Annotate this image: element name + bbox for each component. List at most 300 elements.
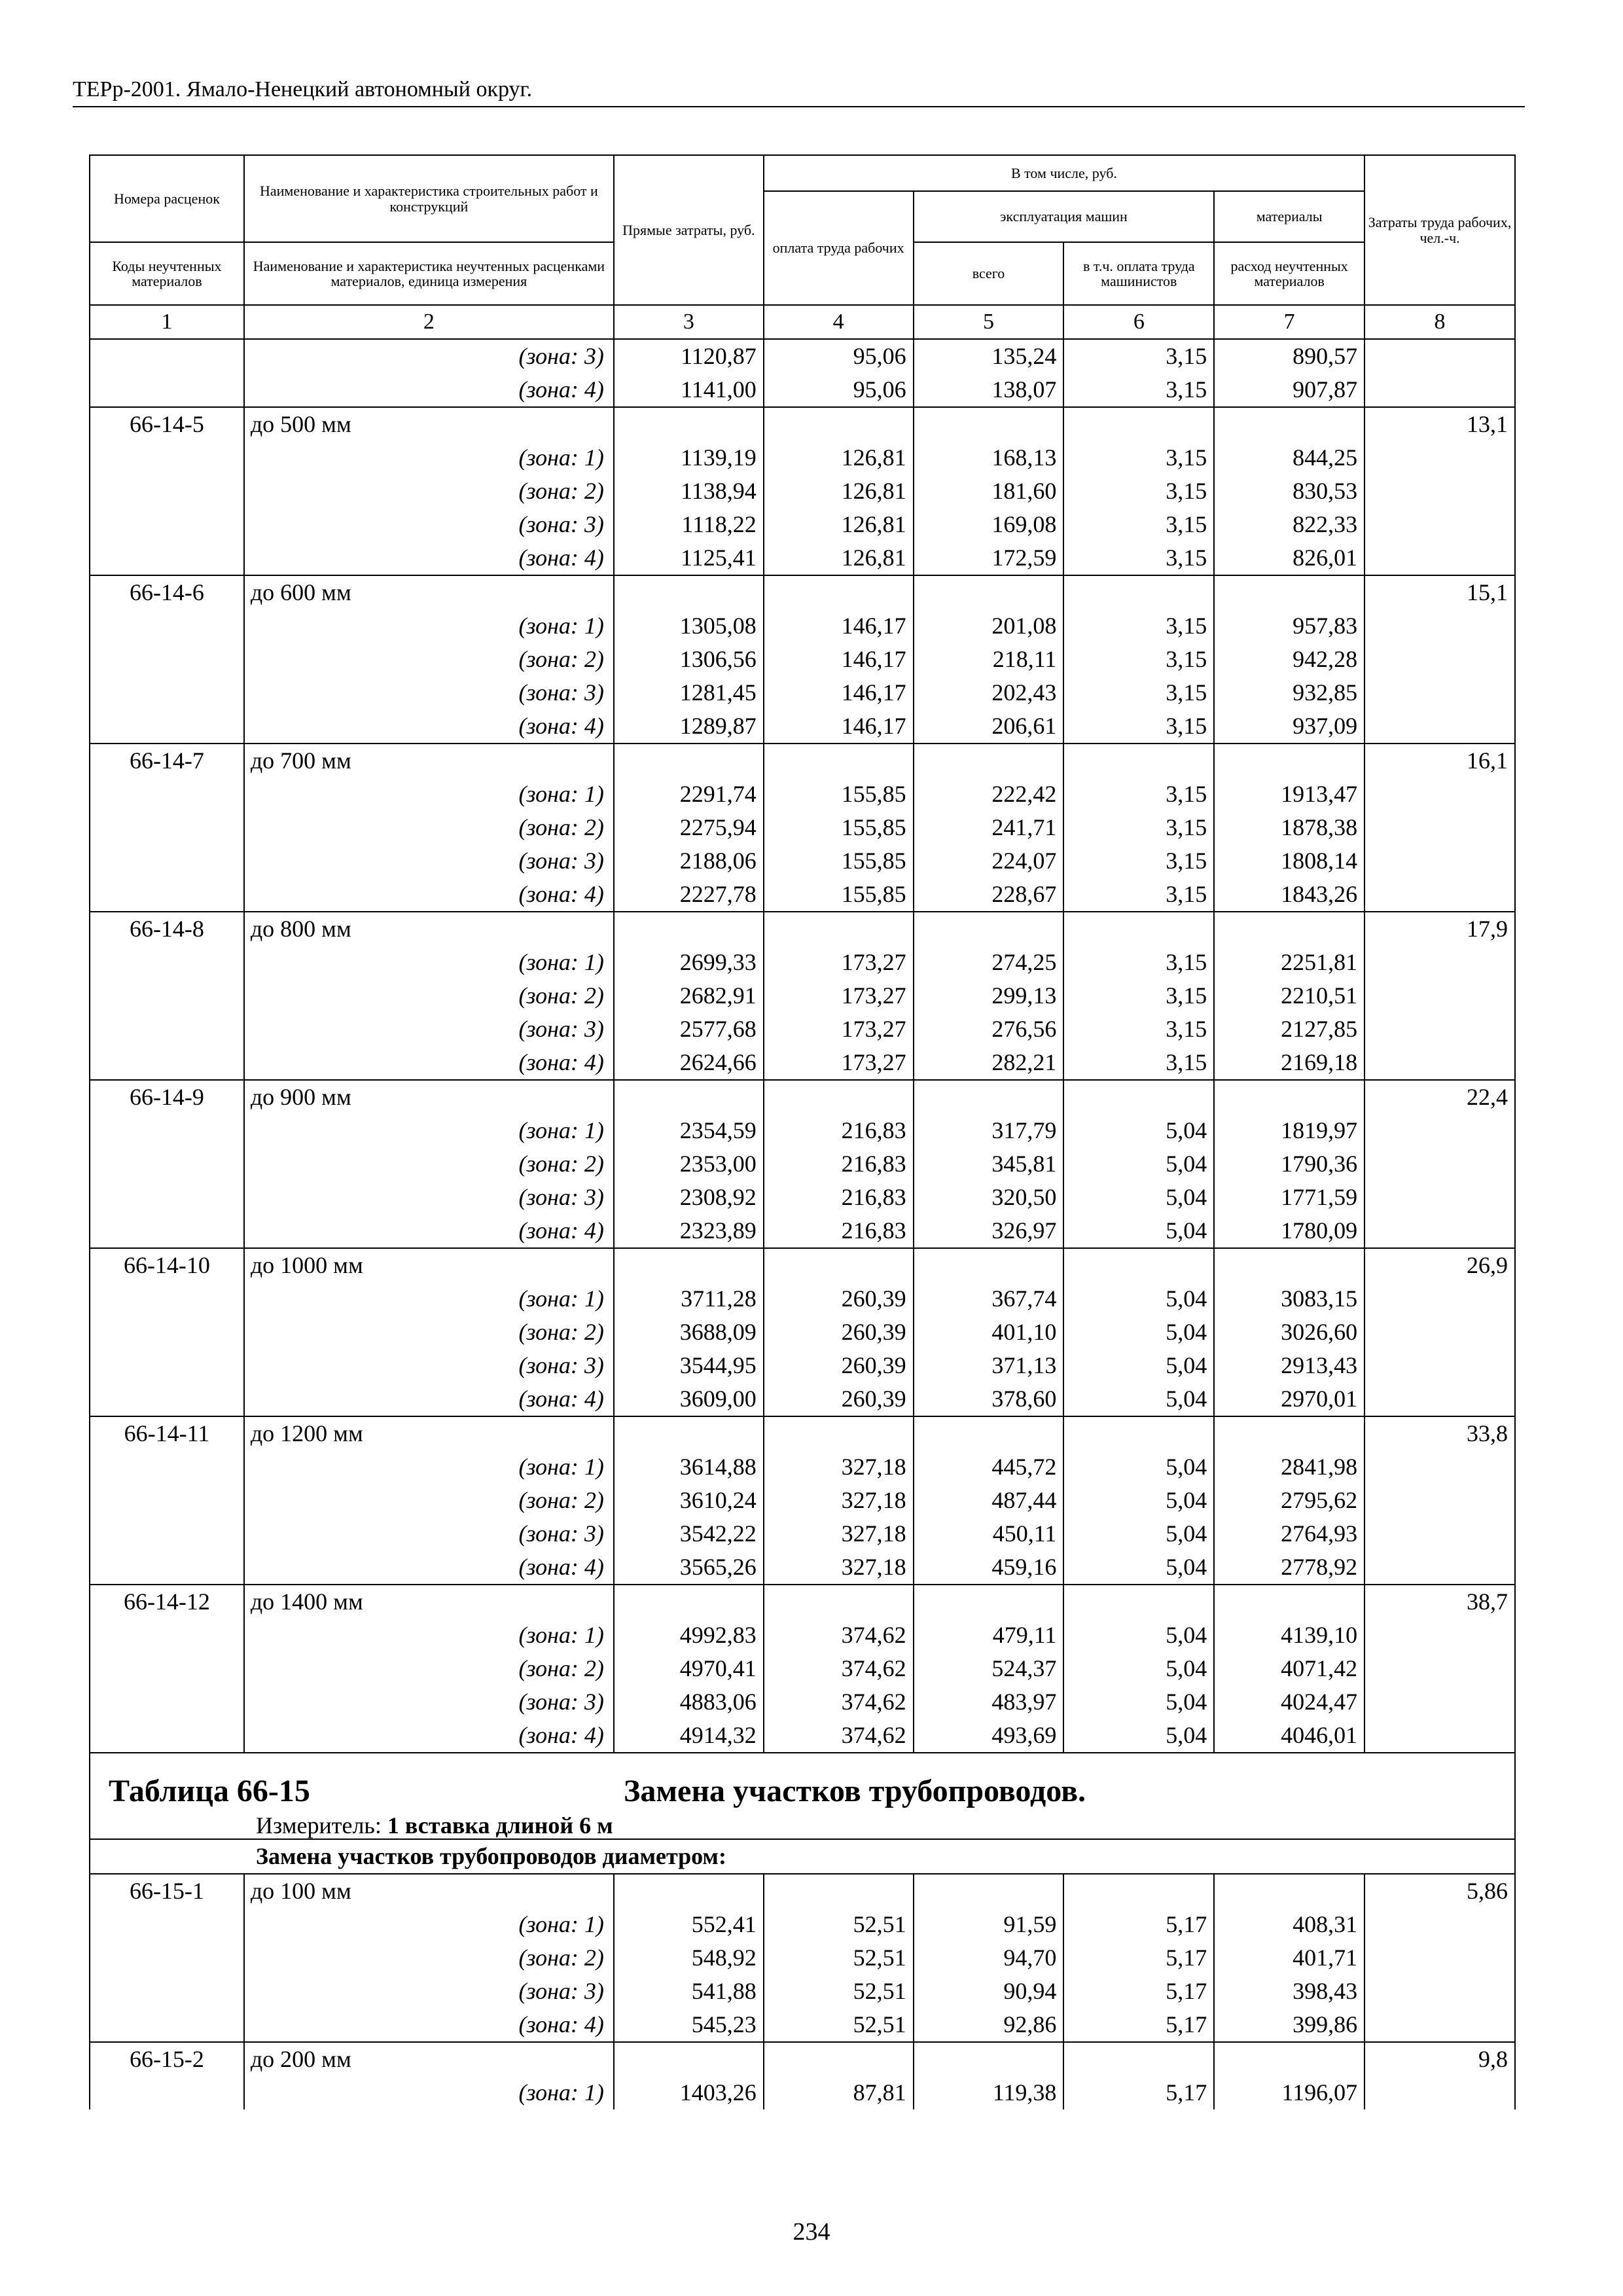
table-row bbox=[90, 1316, 1515, 1349]
materials-cost: 398,43 bbox=[1214, 1975, 1364, 2008]
labor-cell bbox=[1364, 1719, 1515, 1753]
materials-cost: 1843,26 bbox=[1214, 878, 1364, 912]
labor-cell bbox=[1364, 1316, 1515, 1349]
machinists-wages: 5,04 bbox=[1063, 1316, 1214, 1349]
materials-cost: 2169,18 bbox=[1214, 1046, 1364, 1080]
empty-cell bbox=[1214, 575, 1364, 609]
machines-cost: 94,70 bbox=[914, 1941, 1064, 1975]
empty-cell bbox=[614, 744, 764, 778]
zone-label: (зона: 4) bbox=[244, 2008, 614, 2042]
machines-cost: 282,21 bbox=[914, 1046, 1064, 1080]
rate-name: до 900 мм bbox=[244, 1080, 614, 1114]
machines-cost: 138,07 bbox=[914, 373, 1064, 407]
rate-group-row bbox=[90, 2042, 1515, 2076]
direct-cost: 3565,26 bbox=[614, 1551, 764, 1585]
rate-name: до 200 мм bbox=[244, 2042, 614, 2076]
table-row bbox=[90, 946, 1515, 979]
table-row bbox=[90, 979, 1515, 1013]
machinists-wages: 3,15 bbox=[1063, 811, 1214, 844]
code-cell bbox=[90, 1147, 244, 1181]
labor-cell bbox=[1364, 441, 1515, 475]
empty-cell bbox=[1063, 1416, 1214, 1450]
wages-cost: 146,17 bbox=[764, 709, 914, 744]
wages-cost: 52,51 bbox=[764, 1975, 914, 2008]
machines-cost: 119,38 bbox=[914, 2076, 1064, 2109]
code-cell bbox=[90, 1181, 244, 1214]
empty-cell bbox=[614, 2042, 764, 2076]
code-cell bbox=[90, 1975, 244, 2008]
machinists-wages: 3,15 bbox=[1063, 709, 1214, 744]
materials-cost: 399,86 bbox=[1214, 2008, 1364, 2042]
wages-cost: 146,17 bbox=[764, 676, 914, 709]
table-row bbox=[90, 1147, 1515, 1181]
machines-cost: 371,13 bbox=[914, 1349, 1064, 1382]
direct-cost: 2275,94 bbox=[614, 811, 764, 844]
labor-cell bbox=[1364, 1908, 1515, 1941]
code-cell bbox=[90, 1316, 244, 1349]
col-number: 5 bbox=[914, 305, 1064, 339]
labor-cell bbox=[1364, 1619, 1515, 1652]
zone-label: (зона: 4) bbox=[244, 373, 614, 407]
col-name-bottom: Наименование и характеристика неучтенных расценками материалов, единица измерения bbox=[244, 242, 614, 305]
machinists-wages: 5,04 bbox=[1063, 1652, 1214, 1685]
table-row bbox=[90, 1484, 1515, 1517]
col-code-bottom: Коды неучтенных материалов bbox=[90, 242, 244, 305]
code-cell bbox=[90, 2076, 244, 2109]
zone-label: (зона: 2) bbox=[244, 1941, 614, 1975]
machinists-wages: 5,04 bbox=[1063, 1719, 1214, 1753]
direct-cost: 3610,24 bbox=[614, 1484, 764, 1517]
wages-cost: 173,27 bbox=[764, 1013, 914, 1046]
rate-name: до 700 мм bbox=[244, 744, 614, 778]
empty-cell bbox=[914, 1080, 1064, 1114]
code-cell bbox=[90, 541, 244, 575]
code-cell bbox=[90, 709, 244, 744]
wages-cost: 52,51 bbox=[764, 2008, 914, 2042]
rate-name: до 500 мм bbox=[244, 407, 614, 441]
table-row bbox=[90, 2008, 1515, 2042]
direct-cost: 2227,78 bbox=[614, 878, 764, 912]
code-cell bbox=[90, 508, 244, 541]
code-cell bbox=[90, 373, 244, 407]
direct-cost: 3688,09 bbox=[614, 1316, 764, 1349]
empty-cell bbox=[914, 912, 1064, 946]
labor-cell bbox=[1364, 1382, 1515, 1416]
empty-cell bbox=[914, 1416, 1064, 1450]
labor-cost: 22,4 bbox=[1364, 1080, 1515, 1114]
machines-cost: 367,74 bbox=[914, 1282, 1064, 1316]
machinists-wages: 5,04 bbox=[1063, 1349, 1214, 1382]
materials-cost: 1771,59 bbox=[1214, 1181, 1364, 1214]
wages-cost: 87,81 bbox=[764, 2076, 914, 2109]
labor-cell bbox=[1364, 2008, 1515, 2042]
direct-cost: 2577,68 bbox=[614, 1013, 764, 1046]
direct-cost: 4914,32 bbox=[614, 1719, 764, 1753]
direct-cost: 1306,56 bbox=[614, 643, 764, 676]
machinists-wages: 5,04 bbox=[1063, 1114, 1214, 1147]
wages-cost: 95,06 bbox=[764, 339, 914, 373]
empty-cell bbox=[1214, 1416, 1364, 1450]
machinists-wages: 3,15 bbox=[1063, 1046, 1214, 1080]
table-row bbox=[90, 844, 1515, 878]
wages-cost: 155,85 bbox=[764, 811, 914, 844]
labor-cost: 13,1 bbox=[1364, 407, 1515, 441]
machinists-wages: 3,15 bbox=[1063, 441, 1214, 475]
code-cell bbox=[90, 1382, 244, 1416]
labor-cell bbox=[1364, 2076, 1515, 2109]
direct-cost: 1118,22 bbox=[614, 508, 764, 541]
table-row bbox=[90, 1382, 1515, 1416]
wages-cost: 374,62 bbox=[764, 1685, 914, 1719]
empty-cell bbox=[1214, 1080, 1364, 1114]
materials-cost: 822,33 bbox=[1214, 508, 1364, 541]
zone-label: (зона: 1) bbox=[244, 1619, 614, 1652]
zone-label: (зона: 4) bbox=[244, 541, 614, 575]
zone-label: (зона: 4) bbox=[244, 1551, 614, 1585]
table-row bbox=[90, 1619, 1515, 1652]
wages-cost: 327,18 bbox=[764, 1517, 914, 1551]
col-number: 8 bbox=[1364, 305, 1515, 339]
empty-cell bbox=[1063, 407, 1214, 441]
machinists-wages: 5,17 bbox=[1063, 1975, 1214, 2008]
zone-label: (зона: 1) bbox=[244, 1450, 614, 1484]
empty-cell bbox=[614, 1585, 764, 1619]
wages-cost: 260,39 bbox=[764, 1382, 914, 1416]
table-row bbox=[90, 1941, 1515, 1975]
direct-cost: 552,41 bbox=[614, 1908, 764, 1941]
table-row bbox=[90, 1013, 1515, 1046]
wages-cost: 126,81 bbox=[764, 508, 914, 541]
wages-cost: 52,51 bbox=[764, 1941, 914, 1975]
col-name-top: Наименование и характеристика строительных работ и конструкций bbox=[244, 155, 614, 242]
table-row bbox=[90, 811, 1515, 844]
rate-code: 66-14-5 bbox=[90, 407, 244, 441]
rate-code: 66-14-8 bbox=[90, 912, 244, 946]
zone-label: (зона: 2) bbox=[244, 1147, 614, 1181]
zone-label: (зона: 4) bbox=[244, 1046, 614, 1080]
zone-label: (зона: 2) bbox=[244, 1316, 614, 1349]
labor-cost: 5,86 bbox=[1364, 1874, 1515, 1908]
code-cell bbox=[90, 1046, 244, 1080]
rate-name: до 1200 мм bbox=[244, 1416, 614, 1450]
code-cell bbox=[90, 1685, 244, 1719]
page-number: 234 bbox=[793, 2218, 830, 2246]
rates-table bbox=[89, 154, 1516, 2109]
labor-cost: 38,7 bbox=[1364, 1585, 1515, 1619]
code-cell bbox=[90, 1282, 244, 1316]
empty-cell bbox=[1063, 1585, 1214, 1619]
wages-cost: 374,62 bbox=[764, 1619, 914, 1652]
machines-cost: 202,43 bbox=[914, 676, 1064, 709]
meter-label: Измеритель: bbox=[256, 1812, 382, 1839]
wages-cost: 327,18 bbox=[764, 1450, 914, 1484]
machines-cost: 241,71 bbox=[914, 811, 1064, 844]
materials-cost: 907,87 bbox=[1214, 373, 1364, 407]
labor-cell bbox=[1364, 643, 1515, 676]
zone-label: (зона: 3) bbox=[244, 1685, 614, 1719]
machines-cost: 450,11 bbox=[914, 1517, 1064, 1551]
machinists-wages: 5,04 bbox=[1063, 1517, 1214, 1551]
zone-label: (зона: 2) bbox=[244, 1652, 614, 1685]
labor-cell bbox=[1364, 676, 1515, 709]
labor-cost: 17,9 bbox=[1364, 912, 1515, 946]
col-materials: материалы bbox=[1214, 191, 1364, 242]
direct-cost: 2308,92 bbox=[614, 1181, 764, 1214]
empty-cell bbox=[1063, 2042, 1214, 2076]
col-machinists-wages: в т.ч. оплата труда машинистов bbox=[1063, 242, 1214, 305]
machines-cost: 201,08 bbox=[914, 609, 1064, 643]
labor-cell bbox=[1364, 1551, 1515, 1585]
direct-cost: 1289,87 bbox=[614, 709, 764, 744]
labor-cell bbox=[1364, 946, 1515, 979]
table-row bbox=[90, 709, 1515, 744]
materials-cost: 408,31 bbox=[1214, 1908, 1364, 1941]
materials-cost: 957,83 bbox=[1214, 609, 1364, 643]
labor-cell bbox=[1364, 709, 1515, 744]
machines-cost: 224,07 bbox=[914, 844, 1064, 878]
materials-cost: 937,09 bbox=[1214, 709, 1364, 744]
empty-cell bbox=[764, 407, 914, 441]
code-cell bbox=[90, 2008, 244, 2042]
rate-name: до 800 мм bbox=[244, 912, 614, 946]
col-labor: Затраты труда рабочих, чел.-ч. bbox=[1364, 155, 1515, 305]
wages-cost: 216,83 bbox=[764, 1147, 914, 1181]
empty-cell bbox=[1063, 1248, 1214, 1282]
wages-cost: 146,17 bbox=[764, 609, 914, 643]
zone-label: (зона: 4) bbox=[244, 1719, 614, 1753]
table-number: Таблица 66-15 bbox=[109, 1773, 310, 1808]
table-row bbox=[90, 508, 1515, 541]
machines-cost: 92,86 bbox=[914, 2008, 1064, 2042]
direct-cost: 2624,66 bbox=[614, 1046, 764, 1080]
wages-cost: 216,83 bbox=[764, 1114, 914, 1147]
zone-label: (зона: 3) bbox=[244, 339, 614, 373]
zone-label: (зона: 4) bbox=[244, 709, 614, 744]
code-cell bbox=[90, 643, 244, 676]
wages-cost: 327,18 bbox=[764, 1484, 914, 1517]
col-number: 3 bbox=[614, 305, 764, 339]
empty-cell bbox=[1214, 744, 1364, 778]
wages-cost: 126,81 bbox=[764, 441, 914, 475]
zone-label: (зона: 4) bbox=[244, 878, 614, 912]
direct-cost: 1139,19 bbox=[614, 441, 764, 475]
labor-cell bbox=[1364, 1685, 1515, 1719]
materials-cost: 890,57 bbox=[1214, 339, 1364, 373]
rate-code: 66-14-10 bbox=[90, 1248, 244, 1282]
direct-cost: 548,92 bbox=[614, 1941, 764, 1975]
zone-label: (зона: 3) bbox=[244, 1517, 614, 1551]
table-subheading: Замена участков трубопроводов диаметром: bbox=[90, 1839, 1515, 1874]
machines-cost: 218,11 bbox=[914, 643, 1064, 676]
wages-cost: 52,51 bbox=[764, 1908, 914, 1941]
wages-cost: 260,39 bbox=[764, 1282, 914, 1316]
machines-cost: 317,79 bbox=[914, 1114, 1064, 1147]
direct-cost: 2188,06 bbox=[614, 844, 764, 878]
table-row bbox=[90, 1908, 1515, 1941]
table-row bbox=[90, 643, 1515, 676]
zone-label: (зона: 3) bbox=[244, 676, 614, 709]
table-row bbox=[90, 1282, 1515, 1316]
wages-cost: 216,83 bbox=[764, 1214, 914, 1248]
labor-cell bbox=[1364, 1517, 1515, 1551]
table-row bbox=[90, 878, 1515, 912]
zone-label: (зона: 2) bbox=[244, 1484, 614, 1517]
zone-label: (зона: 2) bbox=[244, 811, 614, 844]
materials-cost: 4024,47 bbox=[1214, 1685, 1364, 1719]
rate-name: до 1400 мм bbox=[244, 1585, 614, 1619]
machinists-wages: 5,04 bbox=[1063, 1551, 1214, 1585]
labor-cell bbox=[1364, 1941, 1515, 1975]
machines-cost: 90,94 bbox=[914, 1975, 1064, 2008]
machinists-wages: 5,04 bbox=[1063, 1147, 1214, 1181]
code-cell bbox=[90, 1214, 244, 1248]
machinists-wages: 3,15 bbox=[1063, 1013, 1214, 1046]
machines-cost: 401,10 bbox=[914, 1316, 1064, 1349]
table-row bbox=[90, 1450, 1515, 1484]
machines-cost: 222,42 bbox=[914, 778, 1064, 811]
materials-cost: 932,85 bbox=[1214, 676, 1364, 709]
rate-group-row bbox=[90, 1416, 1515, 1450]
zone-label: (зона: 1) bbox=[244, 2076, 614, 2109]
materials-cost: 830,53 bbox=[1214, 475, 1364, 508]
materials-cost: 1790,36 bbox=[1214, 1147, 1364, 1181]
labor-cell bbox=[1364, 811, 1515, 844]
labor-cell bbox=[1364, 1114, 1515, 1147]
empty-cell bbox=[764, 2042, 914, 2076]
empty-cell bbox=[1063, 1874, 1214, 1908]
machines-cost: 459,16 bbox=[914, 1551, 1064, 1585]
machinists-wages: 3,15 bbox=[1063, 373, 1214, 407]
machines-cost: 487,44 bbox=[914, 1484, 1064, 1517]
machines-cost: 169,08 bbox=[914, 508, 1064, 541]
table-row bbox=[90, 541, 1515, 575]
direct-cost: 541,88 bbox=[614, 1975, 764, 2008]
code-cell bbox=[90, 441, 244, 475]
zone-label: (зона: 1) bbox=[244, 441, 614, 475]
labor-cell bbox=[1364, 1282, 1515, 1316]
materials-cost: 2795,62 bbox=[1214, 1484, 1364, 1517]
labor-cell bbox=[1364, 339, 1515, 373]
wages-cost: 216,83 bbox=[764, 1181, 914, 1214]
rate-group-row bbox=[90, 1585, 1515, 1619]
labor-cell bbox=[1364, 1975, 1515, 2008]
table-row bbox=[90, 1652, 1515, 1685]
direct-cost: 3544,95 bbox=[614, 1349, 764, 1382]
empty-cell bbox=[914, 2042, 1064, 2076]
empty-cell bbox=[764, 1248, 914, 1282]
code-cell bbox=[90, 1941, 244, 1975]
meter-value: 1 вставка длиной 6 м bbox=[387, 1812, 613, 1839]
table-row bbox=[90, 339, 1515, 373]
labor-cell bbox=[1364, 1046, 1515, 1080]
machinists-wages: 5,04 bbox=[1063, 1619, 1214, 1652]
wages-cost: 173,27 bbox=[764, 946, 914, 979]
col-number: 6 bbox=[1063, 305, 1214, 339]
table-body-66-15 bbox=[90, 1874, 1515, 2109]
wages-cost: 327,18 bbox=[764, 1551, 914, 1585]
code-cell bbox=[90, 1619, 244, 1652]
col-in-total: В том числе, руб. bbox=[764, 155, 1364, 191]
table-title: Замена участков трубопроводов. bbox=[624, 1773, 1086, 1808]
labor-cell bbox=[1364, 373, 1515, 407]
direct-cost: 1403,26 bbox=[614, 2076, 764, 2109]
materials-cost: 2764,93 bbox=[1214, 1517, 1364, 1551]
machinists-wages: 5,17 bbox=[1063, 1941, 1214, 1975]
code-cell bbox=[90, 1114, 244, 1147]
table-row bbox=[90, 373, 1515, 407]
rate-group-row bbox=[90, 575, 1515, 609]
labor-cell bbox=[1364, 844, 1515, 878]
zone-label: (зона: 1) bbox=[244, 778, 614, 811]
direct-cost: 2699,33 bbox=[614, 946, 764, 979]
empty-cell bbox=[1063, 575, 1214, 609]
code-cell bbox=[90, 1719, 244, 1753]
code-cell bbox=[90, 878, 244, 912]
table-row bbox=[90, 1349, 1515, 1382]
zone-label: (зона: 2) bbox=[244, 475, 614, 508]
materials-cost: 2251,81 bbox=[1214, 946, 1364, 979]
labor-cell bbox=[1364, 609, 1515, 643]
labor-cell bbox=[1364, 541, 1515, 575]
direct-cost: 3711,28 bbox=[614, 1282, 764, 1316]
zone-label: (зона: 1) bbox=[244, 609, 614, 643]
machines-cost: 276,56 bbox=[914, 1013, 1064, 1046]
code-cell bbox=[90, 1484, 244, 1517]
machinists-wages: 5,04 bbox=[1063, 1282, 1214, 1316]
zone-label: (зона: 1) bbox=[244, 1282, 614, 1316]
materials-cost: 1913,47 bbox=[1214, 778, 1364, 811]
empty-cell bbox=[764, 575, 914, 609]
direct-cost: 2354,59 bbox=[614, 1114, 764, 1147]
wages-cost: 126,81 bbox=[764, 475, 914, 508]
machinists-wages: 5,17 bbox=[1063, 2008, 1214, 2042]
table-row bbox=[90, 1214, 1515, 1248]
machinists-wages: 5,04 bbox=[1063, 1450, 1214, 1484]
labor-cell bbox=[1364, 1349, 1515, 1382]
direct-cost: 545,23 bbox=[614, 2008, 764, 2042]
empty-cell bbox=[764, 744, 914, 778]
empty-cell bbox=[914, 1248, 1064, 1282]
table-row bbox=[90, 1685, 1515, 1719]
wages-cost: 126,81 bbox=[764, 541, 914, 575]
materials-cost: 3026,60 bbox=[1214, 1316, 1364, 1349]
materials-cost: 401,71 bbox=[1214, 1941, 1364, 1975]
wages-cost: 260,39 bbox=[764, 1316, 914, 1349]
zone-label: (зона: 2) bbox=[244, 979, 614, 1013]
machines-cost: 135,24 bbox=[914, 339, 1064, 373]
zone-label: (зона: 3) bbox=[244, 1181, 614, 1214]
direct-cost: 2323,89 bbox=[614, 1214, 764, 1248]
wages-cost: 95,06 bbox=[764, 373, 914, 407]
empty-cell bbox=[1214, 912, 1364, 946]
materials-cost: 1878,38 bbox=[1214, 811, 1364, 844]
empty-cell bbox=[914, 407, 1064, 441]
machinists-wages: 3,15 bbox=[1063, 878, 1214, 912]
rate-name: до 600 мм bbox=[244, 575, 614, 609]
empty-cell bbox=[1214, 1248, 1364, 1282]
labor-cell bbox=[1364, 878, 1515, 912]
machinists-wages: 5,04 bbox=[1063, 1484, 1214, 1517]
empty-cell bbox=[614, 912, 764, 946]
empty-cell bbox=[614, 1248, 764, 1282]
empty-cell bbox=[1214, 1874, 1364, 1908]
col-direct: Прямые затраты, руб. bbox=[614, 155, 764, 305]
table-row bbox=[90, 1719, 1515, 1753]
rate-code: 66-15-2 bbox=[90, 2042, 244, 2076]
materials-cost: 2210,51 bbox=[1214, 979, 1364, 1013]
code-cell bbox=[90, 1652, 244, 1685]
materials-cost: 1780,09 bbox=[1214, 1214, 1364, 1248]
